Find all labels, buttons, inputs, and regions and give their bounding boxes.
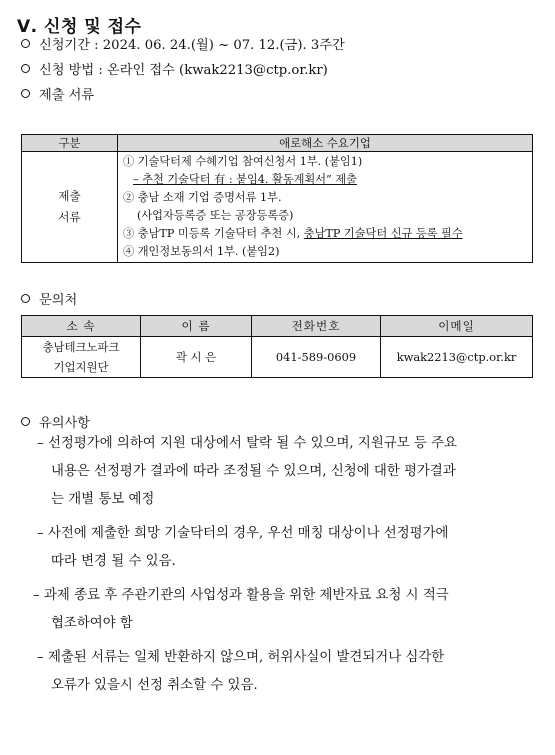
document-line: ② 충남 소재 기업 증명서류 1부.	[123, 191, 282, 204]
document-line-wrap	[123, 171, 532, 189]
document-line: – 추천 기술닥터 有 : 붙임4. 활동계획서” 제출	[133, 173, 357, 186]
contact-header-name: 이 름	[141, 316, 252, 337]
contact-heading-text: 문의처	[39, 293, 78, 308]
documents-heading-item	[21, 84, 94, 103]
contact-header-email: 이메일	[381, 316, 533, 337]
section-title: Ⅴ. 신청 및 접수	[17, 17, 142, 37]
document-line: ③ 충남TP 미등록 기술닥터 추천 시,	[123, 227, 304, 240]
note-line: – 제출된 서류는 일체 반환하지 않으며, 허위사실이 발견되거나 심각한	[37, 650, 445, 665]
note-line: 따라 변경 될 수 있음.	[51, 554, 176, 569]
application-period-text: 신청기간 : 2024. 06. 24.(월) ~ 07. 12.(금). 3주간	[39, 38, 345, 53]
notes-heading-text: 유의사항	[39, 416, 90, 431]
documents-heading-text: 제출 서류	[39, 88, 95, 103]
contact-header-phone: 전화번호	[252, 316, 381, 337]
documents-table-header-target: 애로해소 수요기업	[118, 135, 533, 152]
document-line: ④ 개인정보동의서 1부. (붙임2)	[123, 245, 280, 258]
note-line: – 사전에 제출한 희망 기술닥터의 경우, 우선 매칭 대상이나 선정평가에	[37, 526, 449, 541]
contact-email-cell: kwak2213@ctp.or.kr	[381, 337, 533, 378]
note-line: 내용은 선정평가 결과에 따라 조정될 수 있으며, 신청에 대한 평가결과	[51, 464, 456, 479]
application-method-text: 신청 방법 : 온라인 접수 (kwak2213@ctp.or.kr)	[39, 63, 328, 78]
row-label-line: 제출	[58, 189, 81, 203]
note-line: 오류가 있을시 선정 취소할 수 있음.	[51, 678, 258, 693]
contact-table	[21, 315, 533, 378]
note-line: – 선정평가에 의하여 지원 대상에서 탈락 될 수 있으며, 지원규모 등 주요	[37, 436, 457, 451]
note-line: 는 개별 통보 예정	[51, 492, 155, 507]
documents-table	[21, 134, 533, 263]
document-line: (사업자등록증 또는 공장등록증)	[137, 209, 294, 222]
document-line: ① 기술닥터제 수혜기업 참여신청서 1부. (붙임1)	[123, 155, 363, 168]
application-method-item	[21, 59, 328, 78]
circle-bullet-icon	[21, 39, 30, 48]
contact-heading-item	[21, 289, 77, 308]
document-line-wrap	[123, 225, 532, 243]
circle-bullet-icon	[21, 64, 30, 73]
documents-table-body	[118, 152, 533, 263]
document-line-underlined: 충남TP 기술닥터 신규 등록 필수	[303, 227, 463, 240]
contact-org-line: 충남테크노파크	[42, 340, 120, 354]
row-label-line: 서류	[58, 210, 81, 224]
note-line: – 과제 종료 후 주관기관의 사업성과 활용을 위한 제반자료 요청 시 적극	[33, 588, 449, 603]
documents-table-header-category: 구분	[22, 135, 118, 152]
circle-bullet-icon	[21, 89, 30, 98]
note-line: 협조하여야 함	[51, 616, 133, 631]
application-period-item	[21, 34, 345, 53]
circle-bullet-icon	[21, 417, 30, 426]
documents-table-row-label	[22, 152, 118, 263]
contact-org-cell	[22, 337, 141, 378]
contact-phone-cell: 041-589-0609	[252, 337, 381, 378]
contact-org-line: 기업지원단	[53, 360, 109, 374]
contact-header-org: 소 속	[22, 316, 141, 337]
notes-heading-item	[21, 412, 90, 431]
circle-bullet-icon	[21, 294, 30, 303]
contact-name-cell: 곽 시 은	[141, 337, 252, 378]
